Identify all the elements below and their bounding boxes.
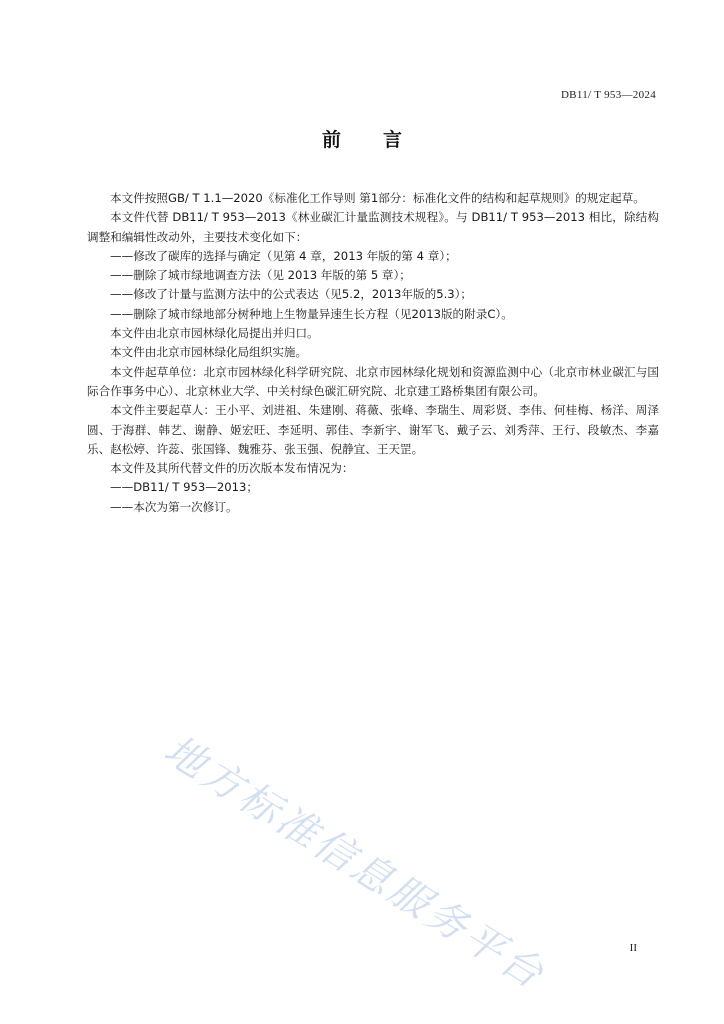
paragraph-proposer: 本文件由北京市园林绿化局提出并归口。 [110,326,319,341]
page-title: 前言 [321,129,444,151]
paragraph-drafting-rule: 本文件按照GB/ T 1.1—2020《标准化工作导则 第1部分：标准化文件的结构和起草规则》的规定起草。 [110,191,645,205]
paragraph-replacement: 本文件代替 DB11/ T 953—2013《林业碳汇计量监测技术规程》。与 DB11/ T 953—2013 相比，除结构调整和编辑性改动外，主要技术变化如下： [87,210,659,244]
change-item: ——修改了碳库的选择与确定（见第 4 章，2013 年版的第 4 章）； [110,248,457,263]
watermark: 地方标准信息服务平台 [155,726,554,1000]
paragraph-drafters: 本文件主要起草人：王小平、刘进祖、朱建刚、蒋薇、张峰、李瑞生、周彩贤、李伟、何桂梅、杨洋、周泽圆、于海群、韩艺、谢静、姬宏旺、李延明、郭佳、李新宇、谢军飞、戴子云、刘秀萍、王行、段敏杰、李嘉乐、赵松婷、许蕊、张国锋、魏雅芬、张玉强、倪静宜、王天罡。 [87,403,659,456]
history-item: ——DB11/ T 953—2013； [110,480,259,495]
change-item: ——删除了城市绿地调查方法（见 2013 年版的第 5 章）； [110,268,411,283]
paragraph-drafting-units: 本文件起草单位：北京市园林绿化科学研究院、北京市园林绿化规划和资源监测中心（北京市林业碳汇与国际合作事务中心）、北京林业大学、中关村绿色碳汇研究院、北京建工路桥集团有限公司。 [87,364,659,398]
history-item: ——本次为第一次修订。 [110,499,238,514]
paragraph-implementer: 本文件由北京市园林绿化局组织实施。 [110,345,308,360]
change-item: ——删除了城市绿地部分树种地上生物量异速生长方程（见2013版的附录C）。 [110,306,513,321]
paragraph-history: 本文件及其所代替文件的历次版本发布情况为： [110,461,354,476]
change-item: ——修改了计量与监测方法中的公式表达（见5.2，2013年版的5.3）； [110,287,473,302]
foreword-body [87,189,659,517]
document-code: DB11/ T 953—2024 [560,89,656,101]
page-number: II [629,942,637,954]
